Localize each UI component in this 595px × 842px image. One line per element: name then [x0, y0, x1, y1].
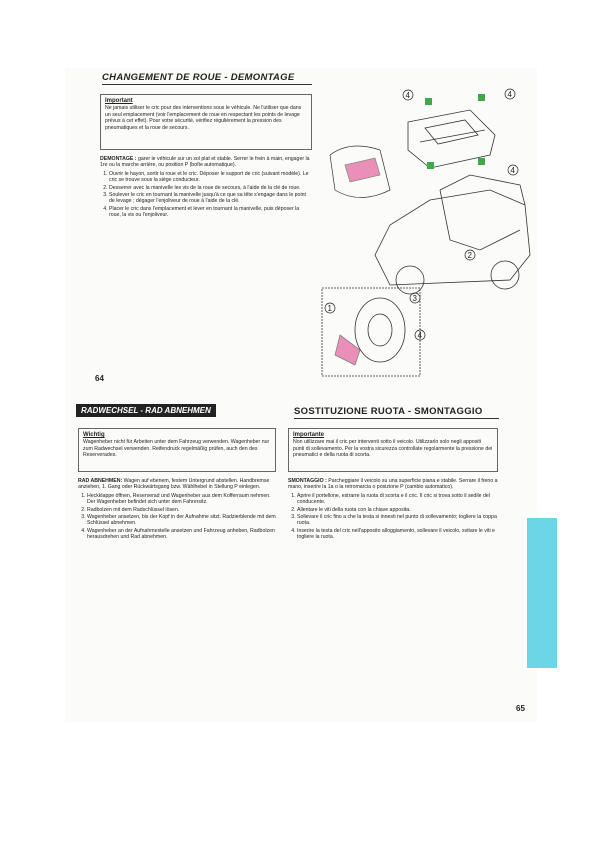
instructions-fr — [100, 156, 312, 220]
callout-label: 3 — [412, 294, 417, 303]
important-text: Ne jamais utiliser le cric pour des interventions sous le véhicule. Ne l'utiliser que dans un seul emplacement (voir l'emplacement de roue en respectant les points de levage prévus à cet effet). Pour votre sécurité, vérifiez régulièrement la pression des pneumatiques et la roue de secours. — [105, 105, 302, 131]
page-title-de: RADWECHSEL - RAD ABNEHMEN — [76, 404, 216, 417]
intro-label: DEMONTAGE : — [100, 156, 137, 162]
instructions-it — [288, 478, 498, 542]
section-tab — [527, 518, 557, 668]
importante-box — [288, 428, 498, 472]
car-side-view — [375, 175, 530, 294]
list-item: 4. Inserire la testa del cric nell'apposito alloggiamento, sollevare il veicolo, svitare le viti e togliere la ruota. — [297, 528, 498, 541]
list-item: 1. Heckklappe öffnen, Reserverad und Wagenheber aus dem Kofferraum nehmen. Der Wagenheber befindet sich unter dem Fahrersitz. — [87, 493, 276, 506]
list-item: 2. Radbolzen mit dem Radschlüssel lösen. — [87, 507, 276, 513]
title-rule — [102, 84, 312, 85]
lift-point-marker — [427, 162, 434, 169]
intro-text: Parcheggiare il veicolo su una superficie piana e stabile. Serrare il freno a mano, inserire la 1a o la retromarcia o posizione P (cambio automatico). — [288, 478, 498, 491]
intro-label: RAD ABNEHMEN: — [78, 478, 123, 484]
intro-text: garer le véhicule sur un sol plat et stable. Serrer le frein à main, engager la 1re ou la marche arrière, ou position P (boîte automatique). — [100, 156, 310, 169]
wheel-jack-detail — [322, 288, 420, 376]
jack-detail — [330, 146, 390, 198]
list-item: 2. Desserrer avec la manivelle les vis de la roue de secours, à l'aide de la clé de roue. — [109, 185, 312, 191]
list-item: 4. Wagenheber an der Aufnahmestelle ansetzen und Fahrzeug anheben, Radbolzen herausdrehen und Rad abnehmen. — [87, 528, 276, 541]
car-jack-illustration — [320, 80, 535, 380]
lift-point-marker — [478, 158, 485, 165]
important-title: Important — [105, 98, 133, 104]
importante-text: Non utilizzare mai il cric per interventi sotto il veicolo. Utilizzarlo solo negli appositi punti di sollevamento. Per la vostra sicurezza controllate regolarmente la pressione dei pneumatici e della ruota di scorta. — [293, 439, 493, 459]
list-item: 3. Soulever le cric en tournant la manivelle jusqu'à ce que sa tête s'engage dans le point de levage ; dégager l'enjoliveur de roue à l'aide de la clé. — [109, 192, 312, 205]
title-rule — [294, 418, 499, 419]
list-item: 1. Aprire il portellone, estrarre la ruota di scorta e il cric. Il cric si trova sotto il sedile del conducente. — [297, 493, 498, 506]
intro-label: SMONTAGGIO : — [288, 478, 327, 484]
steps-list-fr — [100, 171, 312, 219]
page-number-65: 65 — [516, 704, 525, 713]
page-title-fr: CHANGEMENT DE ROUE - DEMONTAGE — [102, 72, 295, 83]
page-number-64: 64 — [95, 374, 104, 383]
page-title-it: SOSTITUZIONE RUOTA - SMONTAGGIO — [294, 406, 483, 417]
wichtig-box — [78, 428, 276, 472]
list-item: 3. Wagenheber ansetzen, bis der Kopf in der Aufnahme sitzt. Radzierblende mit dem Schlüssel abnehmen. — [87, 514, 276, 527]
important-box-fr — [100, 94, 312, 150]
callout-label: 1 — [327, 304, 332, 313]
intro-text: Wagen auf ebenem, festem Untergrund abstellen. Handbremse anziehen, 1. Gang oder Rückwärtsgang bzw. Wählhebel in Stellung P einlegen. — [78, 478, 270, 491]
callout-label: 4 — [507, 90, 512, 99]
list-item: 1. Ouvrir le hayon, sortir la roue et le cric. Déposer le support de cric (suivant modèle). Le cric se trouve sous la siège conducteur. — [109, 171, 312, 184]
list-item: 3. Sollevare il cric fino a che la testa si innesti nel punto di sollevamento; togliere la coppa ruota. — [297, 514, 498, 527]
callout-label: 4 — [510, 166, 515, 175]
callout-label: 4 — [417, 331, 422, 340]
wichtig-text: Wagenheber nicht für Arbeiten unter dem Fahrzeug verwenden. Wagenheber nur zum Radwechsel verwenden. Reifendruck regelmäßig prüfen, auch den des Reserverades. — [83, 439, 270, 459]
lift-point-marker — [425, 98, 432, 105]
callout-label: 2 — [467, 251, 472, 260]
steps-list-it — [288, 493, 498, 541]
wichtig-title: Wichtig — [83, 432, 105, 438]
steps-list-de — [78, 493, 276, 541]
callout-label: 4 — [405, 91, 410, 100]
instructions-de — [78, 478, 276, 542]
lift-point-marker — [478, 94, 485, 101]
list-item: 2. Allentare le viti della ruota con la chiave apposita. — [297, 507, 498, 513]
list-item: 4. Placer le cric dans l'emplacement et lever en tournant la manivelle, puis déposer la roue, la vis ou l'enjoliveur. — [109, 206, 312, 219]
importante-title: Importante — [293, 432, 325, 438]
